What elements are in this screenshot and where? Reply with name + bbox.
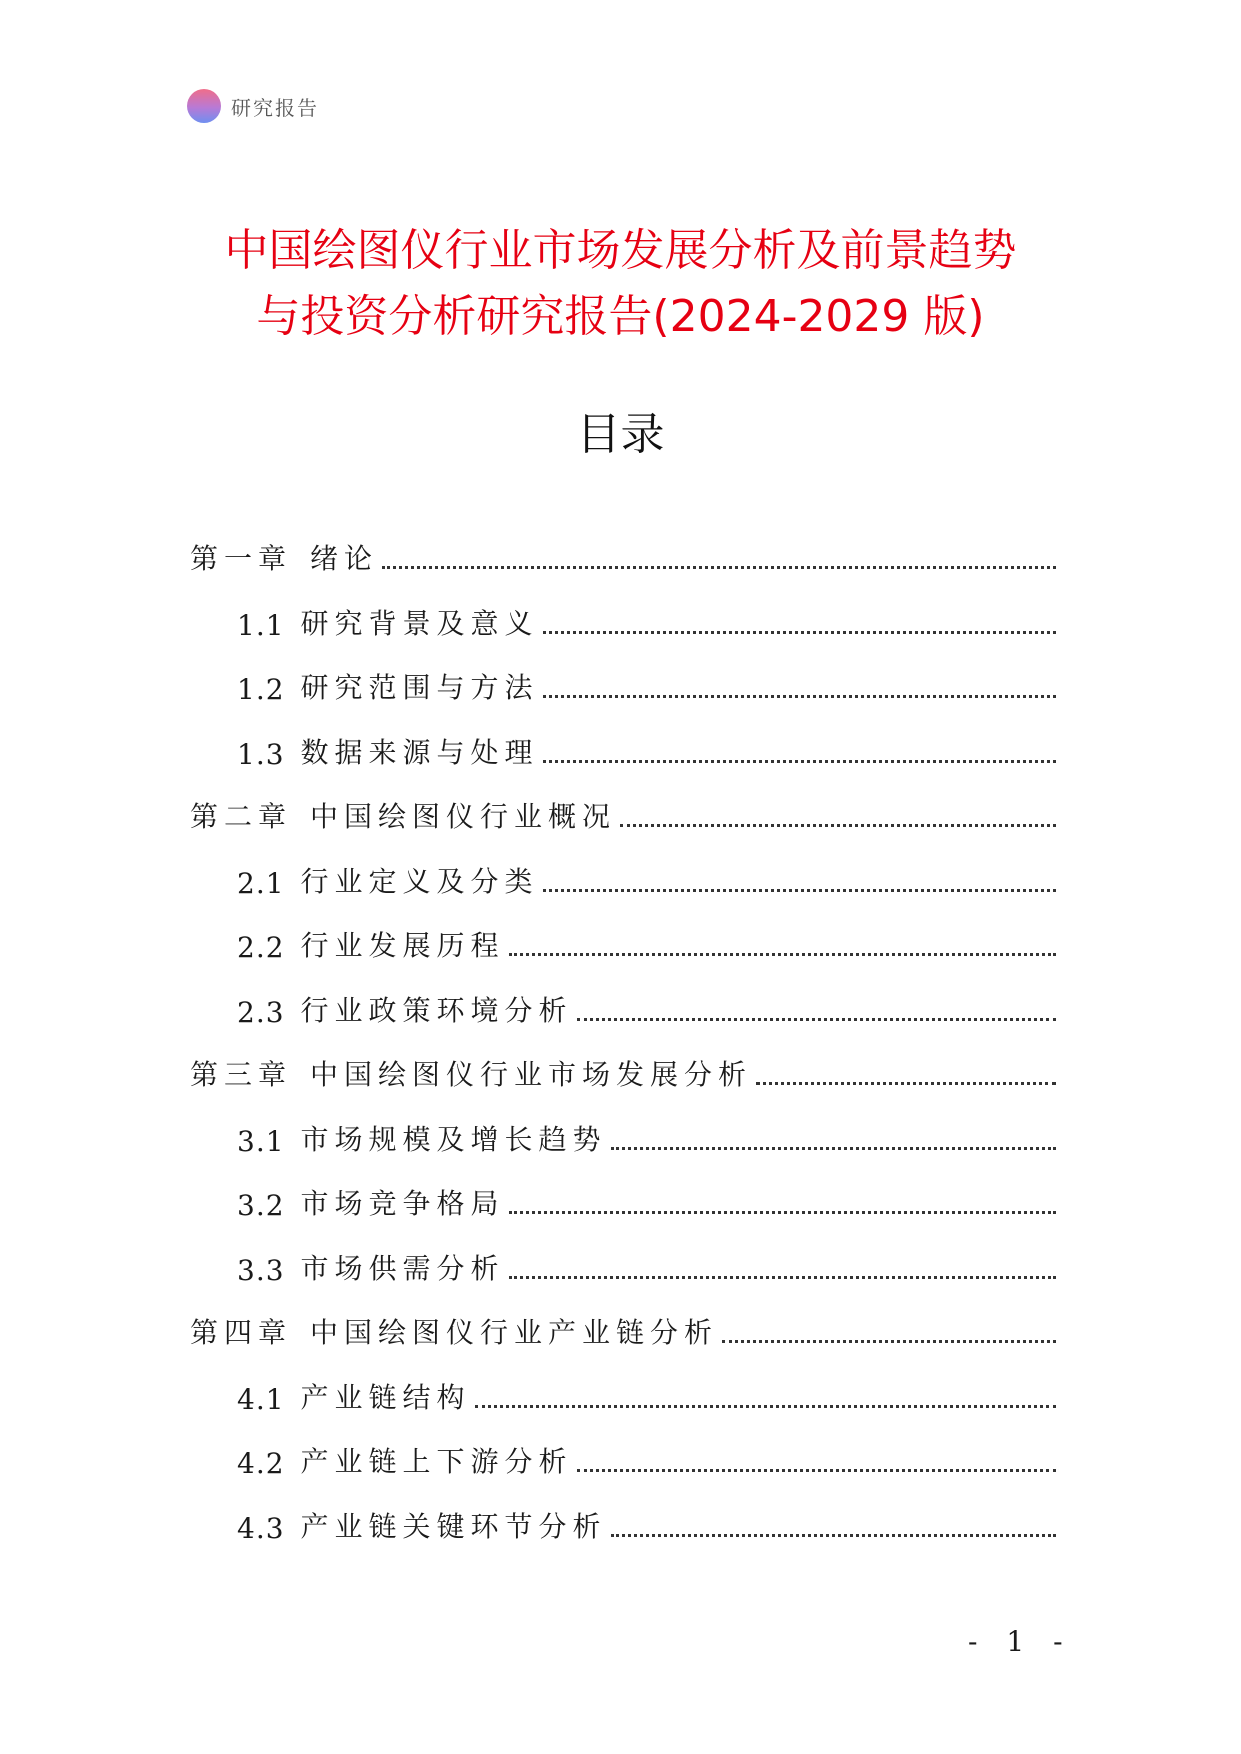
toc-dot-leader: [509, 953, 1056, 956]
toc-entry-text: 市场竞争格局: [300, 1187, 505, 1220]
toc-chapter-entry[interactable]: [190, 1053, 1056, 1093]
toc-dot-leader: [543, 889, 1056, 892]
toc-dot-leader: [543, 760, 1056, 763]
toc-dot-leader: [756, 1082, 1056, 1085]
toc-entry-number: 2.3: [237, 995, 285, 1029]
toc-chapter-entry[interactable]: [190, 795, 1056, 835]
toc-dot-leader: [382, 566, 1056, 569]
toc-entry-number: 1.3: [237, 737, 285, 771]
toc-section-entry[interactable]: [237, 731, 1056, 771]
toc-entry-number: 3.2: [237, 1189, 285, 1222]
toc-section-entry[interactable]: [237, 1118, 1056, 1158]
page-number: - 1 -: [968, 1625, 1073, 1658]
toc-entry-number: 1.2: [237, 673, 285, 706]
toc-section-entry[interactable]: [237, 860, 1056, 900]
report-header: [187, 88, 319, 124]
toc-entry-number: 1.1: [237, 608, 285, 642]
document-title: [0, 218, 1241, 350]
toc-dot-leader: [611, 1147, 1056, 1150]
toc-entry-text: 数据来源与处理: [300, 735, 539, 769]
toc-section-entry[interactable]: [237, 1376, 1056, 1416]
toc-dot-leader: [722, 1340, 1056, 1343]
header-label: 研究报告: [231, 95, 319, 120]
toc-section-entry[interactable]: [237, 602, 1056, 642]
toc-entry-number: 3.3: [237, 1253, 285, 1287]
toc-entry-number: 2.2: [237, 931, 285, 964]
toc-section-entry[interactable]: [237, 1505, 1056, 1545]
toc-entry-number: 4.3: [237, 1511, 285, 1545]
toc-entry-number: 4.1: [237, 1382, 285, 1416]
toc-entry-number: 2.1: [237, 866, 285, 900]
toc-section-entry[interactable]: [237, 1182, 1056, 1222]
toc-dot-leader: [577, 1469, 1056, 1472]
title-line-1: 中国绘图仪行业市场发展分析及前景趋势: [224, 225, 1017, 276]
toc-dot-leader: [620, 824, 1056, 827]
toc-chapter-entry[interactable]: [190, 537, 1056, 577]
toc-entry-text: 产业链关键环节分析: [300, 1509, 607, 1543]
toc-entry-number: 第二章: [190, 800, 293, 833]
toc-heading: 目录: [576, 409, 665, 460]
toc-section-entry[interactable]: [237, 924, 1056, 964]
toc-entry-text: 产业链上下游分析: [300, 1445, 573, 1478]
toc-entry-number: 第三章: [190, 1058, 293, 1091]
toc-section-entry[interactable]: [237, 666, 1056, 706]
toc-entry-text: 市场规模及增长趋势: [300, 1122, 607, 1156]
toc-entry-text: 研究背景及意义: [300, 606, 539, 640]
toc-section-entry[interactable]: [237, 989, 1056, 1029]
toc-entry-number: 第一章: [190, 542, 293, 575]
toc-entry-number: 4.2: [237, 1447, 285, 1480]
toc-entry-text: 行业发展历程: [300, 929, 505, 962]
toc-entry-text: 中国绘图仪行业产业链分析: [310, 1316, 719, 1349]
toc-entry-text: 市场供需分析: [300, 1251, 505, 1285]
toc-entry-text: 中国绘图仪行业概况: [310, 800, 617, 833]
toc-entry-text: 行业定义及分类: [300, 864, 539, 898]
toc-dot-leader: [509, 1276, 1056, 1279]
toc-dot-leader: [611, 1534, 1056, 1537]
toc-dot-leader: [543, 631, 1056, 634]
toc-entry-text: 研究范围与方法: [300, 671, 539, 704]
logo-circle-icon: [187, 89, 221, 123]
toc-section-entry[interactable]: [237, 1247, 1056, 1287]
toc-chapter-entry[interactable]: [190, 1311, 1056, 1351]
toc-entry-text: 中国绘图仪行业市场发展分析: [310, 1058, 753, 1091]
toc-dot-leader: [577, 1018, 1056, 1021]
toc-entry-number: 第四章: [190, 1316, 293, 1349]
title-line-2: 与投资分析研究报告(2024-2029 版): [256, 291, 985, 342]
toc-dot-leader: [475, 1405, 1056, 1408]
toc-entry-text: 绪论: [310, 542, 379, 575]
toc-entry-text: 产业链结构: [300, 1380, 471, 1414]
toc-dot-leader: [509, 1211, 1056, 1214]
toc-entry-text: 行业政策环境分析: [300, 993, 573, 1027]
toc-section-entry[interactable]: [237, 1440, 1056, 1480]
toc-entry-number: 3.1: [237, 1124, 285, 1158]
toc-dot-leader: [543, 695, 1056, 698]
